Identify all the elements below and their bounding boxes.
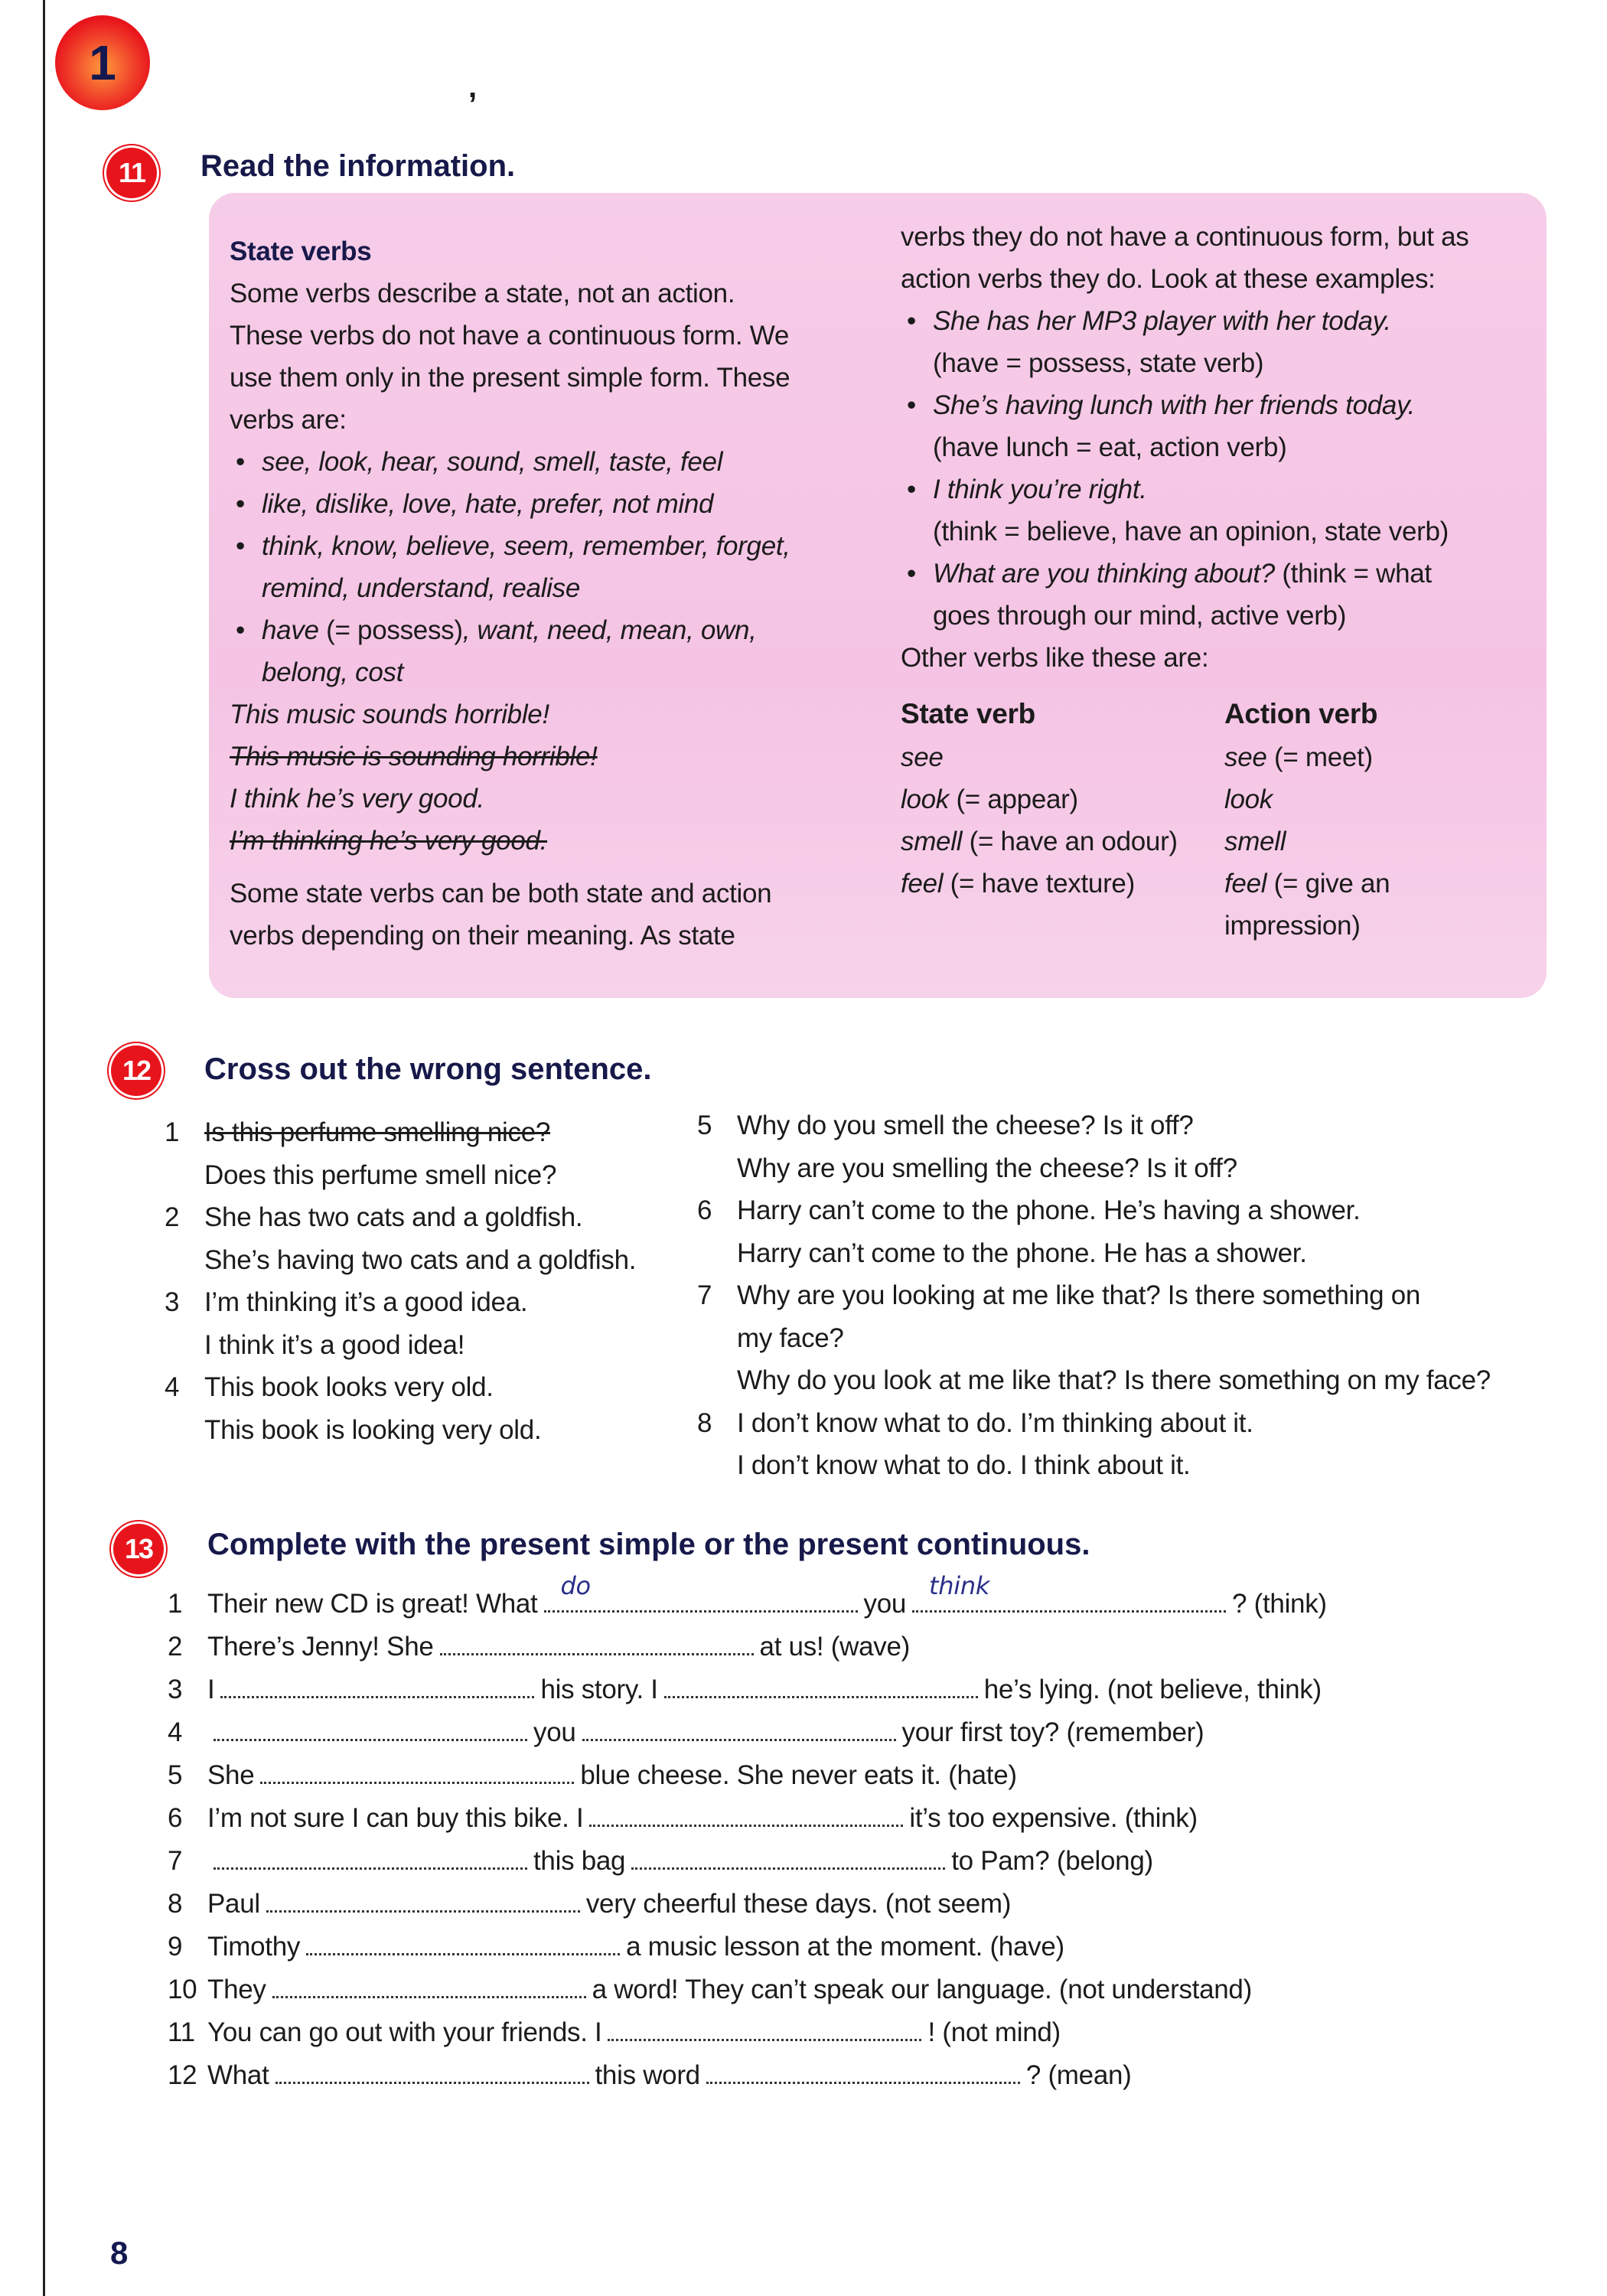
text-segment: verbs they do not have a continuous form, but as	[901, 222, 1469, 252]
table-cell	[1224, 736, 1373, 778]
exercise-13-item	[168, 1668, 1327, 1711]
exercise-12-item	[165, 1281, 636, 1366]
sentence-option-a[interactable]: Why do you smell the cheese? Is it off?	[737, 1110, 1194, 1140]
bullet-icon: •	[907, 306, 916, 336]
text-segment: This music sounds horrible!	[230, 700, 549, 729]
sentence-text: this bag	[533, 1846, 626, 1876]
text-segment: What are you thinking about?	[933, 559, 1275, 589]
text-segment: look	[1224, 784, 1273, 814]
sentence-text: it’s too expensive. (think)	[909, 1803, 1198, 1833]
sentence-text: his story. I	[540, 1675, 658, 1704]
table-cell	[901, 778, 1224, 820]
answer-blank[interactable]	[440, 1630, 754, 1655]
table-row	[901, 736, 1390, 778]
answer-blank[interactable]	[608, 2016, 921, 2041]
sentence-option-a[interactable]: Why are you looking at me like that? Is there something on my face?	[737, 1280, 1421, 1353]
text-line	[230, 441, 790, 483]
sentence-option-b[interactable]: I don’t know what to do. I think about it.	[737, 1450, 1191, 1480]
sentence-text: a music lesson at the moment. (have)	[626, 1932, 1064, 1962]
sentence-option-a[interactable]: I’m thinking it’s a good idea.	[204, 1287, 528, 1317]
exercise-12-item	[697, 1274, 1491, 1402]
sentence-text: There’s Jenny! She	[207, 1632, 434, 1662]
answer-blank[interactable]	[214, 1716, 527, 1741]
sentence-option-b[interactable]: Harry can’t come to the phone. He has a shower.	[737, 1238, 1307, 1268]
text-segment: goes through our mind, active verb)	[933, 601, 1347, 631]
bullet-icon: •	[907, 559, 916, 589]
item-number: 5	[168, 1760, 183, 1790]
item-number: 1	[168, 1589, 183, 1619]
text-segment: , want, need, mean, own,	[462, 615, 757, 645]
exercise-13-item	[168, 2054, 1327, 2097]
text-segment: (= appear)	[956, 784, 1078, 814]
text-segment: (= possess)	[326, 615, 463, 645]
stray-mark: ,	[468, 70, 478, 104]
item-number: 1	[165, 1117, 180, 1147]
answer-blank[interactable]	[664, 1673, 978, 1698]
text-segment: (have lunch = eat, action verb)	[933, 432, 1287, 462]
sentence-option-a[interactable]: I don’t know what to do. I’m thinking about it.	[737, 1407, 1253, 1438]
unit-badge	[55, 15, 150, 110]
text-line	[230, 820, 790, 862]
item-number: 3	[168, 1675, 183, 1704]
item-number: 7	[168, 1846, 183, 1876]
sentence-option-b[interactable]: Why are you smelling the cheese? Is it off?	[737, 1153, 1237, 1183]
table-header: Action verb	[1224, 698, 1378, 729]
bullet-icon: •	[236, 489, 245, 519]
text-line	[901, 637, 1468, 679]
exercise-12-title: Cross out the wrong sentence.	[204, 1052, 652, 1086]
sentence-text: you	[863, 1589, 907, 1619]
exercise-12-item	[697, 1104, 1491, 1189]
sentence-text: ? (think)	[1232, 1589, 1327, 1619]
answer-blank[interactable]	[275, 2059, 589, 2084]
text-segment: (= meet)	[1273, 742, 1373, 772]
item-number: 8	[697, 1407, 712, 1438]
sentence-option-a[interactable]: This book looks very old.	[204, 1372, 494, 1402]
item-number: 4	[168, 1717, 183, 1747]
exercise-12-item	[165, 1196, 637, 1281]
handwritten-answer: think	[929, 1571, 990, 1600]
exercise-13-item	[168, 1754, 1327, 1797]
text-line	[901, 258, 1468, 300]
text-line	[230, 399, 790, 441]
table-row	[901, 820, 1390, 863]
text-line	[901, 468, 1468, 510]
answer-blank[interactable]	[589, 1802, 903, 1827]
text-segment: (think = what	[1274, 559, 1432, 589]
handwritten-answer: do	[560, 1571, 591, 1600]
answer-blank[interactable]	[220, 1673, 534, 1698]
bullet-icon: •	[907, 390, 916, 420]
sentence-text: She	[207, 1760, 255, 1790]
sentence-text: I	[207, 1675, 215, 1704]
text-segment: see	[901, 742, 944, 772]
text-segment: I’m thinking he’s very good.	[230, 826, 548, 856]
sentence-text: What	[207, 2060, 269, 2090]
text-segment: action verbs they do. Look at these examples:	[901, 264, 1436, 294]
table-row	[901, 778, 1390, 820]
item-number: 6	[168, 1803, 183, 1833]
text-line	[230, 315, 790, 357]
text-line	[901, 595, 1468, 637]
text-line	[230, 693, 790, 735]
sentence-option-b[interactable]: Does this perfume smell nice?	[204, 1159, 557, 1190]
sentence-text: Their new CD is great! What	[207, 1589, 538, 1619]
table-row	[901, 905, 1390, 947]
item-number: 5	[697, 1110, 712, 1140]
table-cell	[1224, 820, 1286, 863]
text-segment: State verbs	[230, 236, 372, 266]
sentence-text: Paul	[207, 1889, 260, 1919]
sentence-text: blue cheese. She never eats it. (hate)	[580, 1760, 1017, 1790]
sentence-option-b[interactable]: I think it’s a good idea!	[204, 1329, 465, 1360]
text-line	[230, 735, 790, 778]
bullet-icon: •	[236, 531, 245, 561]
text-line	[901, 342, 1468, 384]
text-segment: Other verbs like these are:	[901, 643, 1209, 673]
state-action-verb-table	[901, 693, 1390, 947]
sentence-text: to Pam? (belong)	[951, 1846, 1153, 1876]
answer-blank[interactable]	[912, 1571, 1226, 1613]
text-line	[901, 426, 1468, 468]
table-header-row	[901, 693, 1390, 735]
text-segment: (think = believe, have an opinion, state verb)	[933, 517, 1449, 546]
info-right-column	[901, 216, 1468, 679]
exercise-13-item	[168, 1626, 1327, 1668]
text-segment: This music is sounding horrible!	[230, 742, 598, 771]
text-segment: verbs are:	[230, 405, 347, 435]
text-segment: see	[1224, 742, 1274, 772]
answer-blank[interactable]	[214, 1844, 527, 1870]
text-segment: I think he’s very good.	[230, 784, 484, 814]
text-line	[230, 525, 790, 567]
table-cell	[901, 736, 1224, 778]
text-line	[230, 778, 790, 820]
text-segment: I think you’re right.	[933, 475, 1147, 504]
item-number: 4	[165, 1372, 180, 1402]
exercise-13-item	[168, 1711, 1327, 1754]
answer-blank[interactable]	[260, 1759, 574, 1784]
text-segment: use them only in the present simple form. These	[230, 363, 790, 393]
exercise-12-item	[165, 1366, 636, 1451]
table-cell	[1224, 905, 1361, 947]
text-segment: impression)	[1224, 911, 1361, 941]
answer-blank[interactable]	[544, 1571, 858, 1613]
sentence-option-b[interactable]: This book is looking very old.	[204, 1414, 542, 1445]
text-line	[230, 915, 790, 957]
text-segment: These verbs do not have a continuous form. We	[230, 321, 789, 351]
item-number: 12	[168, 2060, 197, 2090]
sentence-option-a[interactable]: Harry can’t come to the phone. He’s having a shower.	[737, 1195, 1361, 1225]
exercise-12-right-column	[697, 1104, 1491, 1487]
text-line	[901, 384, 1468, 426]
text-segment: have	[262, 615, 327, 645]
text-segment: like, dislike, love, hate, prefer, not mind	[262, 489, 714, 519]
text-segment: smell	[901, 827, 970, 856]
page-margin-line	[43, 0, 45, 2296]
text-line	[230, 567, 790, 609]
page-number: 8	[110, 2235, 129, 2271]
bullet-icon: •	[907, 475, 916, 504]
unit-number: 1	[89, 35, 116, 90]
box-heading	[230, 230, 790, 272]
exercise-13-item	[168, 1840, 1327, 1883]
item-number: 6	[697, 1195, 712, 1225]
table-cell	[1224, 863, 1390, 905]
exercise-12-item	[697, 1189, 1491, 1274]
text-line	[901, 216, 1468, 258]
table-cell	[1224, 778, 1273, 820]
item-number: 8	[168, 1889, 183, 1919]
item-number: 11	[168, 2017, 195, 2047]
answer-blank[interactable]	[706, 2059, 1020, 2084]
item-number: 2	[165, 1202, 180, 1232]
answer-blank[interactable]	[272, 1973, 586, 1998]
text-line	[901, 553, 1468, 595]
bullet-icon: •	[236, 447, 245, 477]
exercise-11-title: Read the information.	[200, 149, 516, 183]
sentence-text: You can go out with your friends. I	[207, 2017, 602, 2047]
text-segment: feel	[1224, 869, 1274, 899]
bullet-icon: •	[236, 615, 245, 645]
exercise-12-item	[165, 1111, 636, 1196]
sentence-text: your first toy? (remember)	[901, 1717, 1204, 1747]
exercise-11-badge: 11	[106, 148, 157, 198]
sentence-text: I’m not sure I can buy this bike. I	[207, 1803, 584, 1833]
item-number: 3	[165, 1287, 180, 1317]
text-segment: verbs depending on their meaning. As state	[230, 921, 735, 951]
answer-blank[interactable]	[306, 1930, 620, 1955]
table-header: State verb	[901, 698, 1035, 729]
item-number: 2	[168, 1632, 183, 1662]
text-line	[230, 872, 790, 915]
text-line	[230, 483, 790, 525]
text-segment: (= have texture)	[950, 869, 1135, 899]
exercise-13-title: Complete with the present simple or the present continuous.	[207, 1528, 1090, 1561]
exercise-13-item	[168, 1883, 1327, 1926]
text-line	[230, 651, 790, 693]
exercise-13-badge: 13	[113, 1524, 164, 1574]
text-segment: think, know, believe, seem, remember, forget,	[262, 531, 790, 561]
item-number: 9	[168, 1932, 183, 1962]
text-segment: belong, cost	[262, 657, 404, 687]
answer-blank[interactable]	[631, 1844, 945, 1870]
table-cell	[901, 905, 1224, 947]
text-segment: remind, understand, realise	[262, 573, 581, 603]
info-left-column	[230, 230, 790, 957]
sentence-text: a word! They can’t speak our language. (not understand)	[592, 1975, 1252, 2004]
exercise-13-list	[168, 1571, 1327, 2097]
text-segment: feel	[901, 869, 950, 899]
text-segment: (= give an	[1273, 869, 1390, 899]
text-segment: look	[901, 784, 957, 814]
answer-blank[interactable]	[582, 1716, 896, 1741]
sentence-text: you	[533, 1717, 576, 1747]
text-line	[901, 510, 1468, 553]
sentence-option-a[interactable]: She has two cats and a goldfish.	[204, 1202, 583, 1232]
text-line	[230, 357, 790, 399]
sentence-option-b[interactable]: Why do you look at me like that? Is there something on my face?	[737, 1365, 1491, 1395]
exercise-12-badge: 12	[111, 1045, 161, 1096]
sentence-text: very cheerful these days. (not seem)	[585, 1889, 1012, 1919]
text-segment: She has her MP3 player with her today.	[933, 306, 1391, 336]
exercise-13-item	[168, 1926, 1327, 1968]
exercise-12-item	[697, 1402, 1491, 1487]
answer-blank[interactable]	[266, 1887, 580, 1913]
text-segment: see, look, hear, sound, smell, taste, feel	[262, 447, 723, 477]
exercise-13-item	[168, 1968, 1327, 2011]
sentence-text: ! (not mind)	[927, 2017, 1061, 2047]
sentence-text: ? (mean)	[1025, 2060, 1132, 2090]
table-cell	[901, 820, 1224, 863]
sentence-text: this word	[595, 2060, 700, 2090]
sentence-text: at us! (wave)	[759, 1632, 910, 1662]
text-line	[901, 300, 1468, 342]
text-segment: She’s having lunch with her friends today.	[933, 390, 1416, 420]
text-segment: smell	[1224, 827, 1286, 856]
text-line	[230, 272, 790, 315]
exercise-12-left-column	[165, 1111, 637, 1451]
sentence-option-b[interactable]: She’s having two cats and a goldfish.	[204, 1244, 637, 1275]
text-segment: (have = possess, state verb)	[933, 348, 1264, 378]
table-cell	[901, 863, 1224, 905]
text-segment: (= have an odour)	[969, 827, 1178, 856]
sentence-text: They	[207, 1975, 266, 2004]
exercise-13-item	[168, 1797, 1327, 1840]
table-row	[901, 863, 1390, 905]
text-segment: Some state verbs can be both state and action	[230, 879, 772, 908]
sentence-text: he’s lying. (not believe, think)	[983, 1675, 1322, 1704]
item-number: 10	[168, 1975, 197, 2004]
text-segment: Some verbs describe a state, not an action.	[230, 279, 735, 308]
sentence-text: Timothy	[207, 1932, 301, 1962]
exercise-13-item	[168, 2011, 1327, 2054]
text-line	[230, 609, 790, 651]
item-number: 7	[697, 1280, 712, 1310]
sentence-option-a[interactable]: Is this perfume smelling nice?	[204, 1117, 551, 1147]
exercise-13-item	[168, 1571, 1327, 1626]
